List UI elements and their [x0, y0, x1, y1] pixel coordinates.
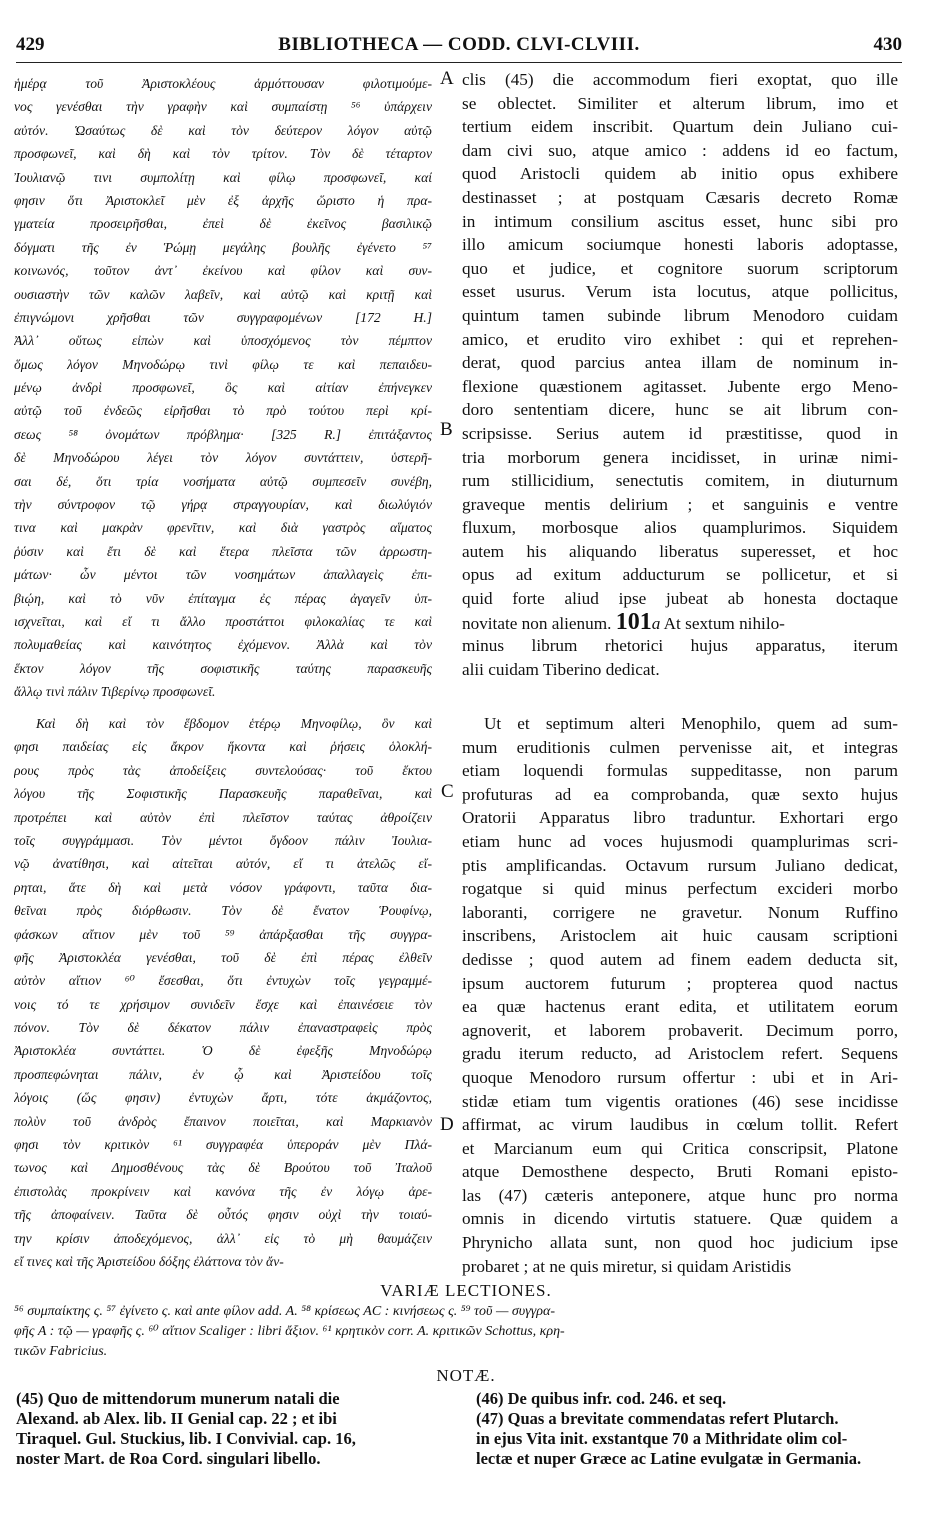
- text-line: λόγοις (ὥς φησιν) ἐντυχὼν ἄρτι, τότε ἀκμάζοντος,: [14, 1090, 432, 1106]
- text-line: Ἀριστοκλέα συντάττει. Ὁ δὲ ἐφεξῆς Μηνοδώρῳ: [14, 1043, 432, 1059]
- text-line: φησιν ὅτι Ἀριστοκλεῖ μὲν ἐξ ἀρχῆς ὥριστο ἡ πρα-: [14, 192, 432, 208]
- greek-column-block1: [14, 72, 432, 704]
- text-line: θεῖναι πρὸς διόρθωσιν. Τὸν δὲ ἔνατον Ῥουφίνῳ,: [14, 903, 432, 919]
- text-line: destinasset ; at postquam Cæsaris decreto Romæ: [462, 187, 898, 207]
- note-line: noster Mart. de Roa Cord. singulari libello.: [16, 1449, 321, 1468]
- variae-line: φῆς A : τῷ — γραφῆς ς. ⁶⁰ αἴτιον Scaliger : libri ἄξιον. ⁶¹ κρητικὸν corr. A. κριτικῶν Schottus, κρη-: [14, 1324, 565, 1339]
- text-line: mum eruditionis culmen pervenisse ait, et integras: [462, 737, 898, 757]
- note-line: Tiraquel. Gul. Stuckius, lib. I Convivial. cap. 16,: [16, 1429, 356, 1448]
- text-line: stidæ etiam tum vigentis orationes (46) sese incidisse: [462, 1091, 898, 1111]
- text-line: clis (45) die accommodum fieri exoptat, quo ille: [462, 70, 898, 89]
- text-line: φάσκων αἴτιον μὲν τοῦ ⁵⁹ ἀπάρξασθαι τῆς συγγρα-: [14, 926, 432, 942]
- text-line: ἐπιστολὰς προκρίνειν καὶ κανόνα τῆς ἐν λόγῳ ἀρε-: [14, 1183, 432, 1199]
- text-line: εἴ τινες καὶ τῆς Ἀριστείδου δόξης ἐλάττονα τὸν ἄν-: [14, 1253, 284, 1269]
- text-line: inscribens, Aristoclem ait huic causam scriptioni: [462, 926, 898, 946]
- text-line: σεως ⁵⁸ ὀνομάτων πρόβλημα· [325 R.] ἐπιτάξαντος: [14, 426, 432, 442]
- text-line: flexione quæstionem agitasset. Jubente ergo Meno-: [462, 376, 898, 396]
- text-line: μένῳ ἀνδρὶ προσφωνεῖ, ὃς καὶ αἰτίαν ἐπήνεγκεν: [14, 380, 432, 396]
- folio-letter: a: [651, 613, 661, 633]
- text-line: τοῖς συγγράμμασι. Τὸν μέντοι ὄγδοον πάλιν Ἰουλια-: [14, 832, 432, 848]
- text-line: δόγματι τῆς ἐν Ῥώμῃ μεγάλης βουλῆς ἐγένετο ⁵⁷: [14, 239, 432, 255]
- latin-column-block2: [462, 712, 898, 1278]
- text-line: ἐπιγνώμονι χρῆσθαι τῶν συγγραφομένων [172 H.]: [14, 309, 432, 325]
- latin-column-block1: [462, 68, 898, 681]
- note-line: Alexand. ab Alex. lib. II Genial cap. 22 ; et ibi: [16, 1409, 337, 1428]
- text-line: ἄλλῳ τινὶ πάλιν Τιβερίνῳ προσφωνεῖ.: [14, 684, 216, 700]
- text-line: laboranti, corrigere ne gravetur. Nonum Ruffino: [462, 902, 898, 922]
- variae-lectiones: [14, 1302, 902, 1362]
- text-line: την κρίσιν ἀποδεχόμενος, ἀλλ᾽ εἰς τὸ μὴ θαυμάζειν: [14, 1230, 432, 1246]
- text-line: rogatque si quid minus perfectum excideri morbo: [462, 879, 898, 899]
- text-line: doro sententiam dicere, hunc se ait librum con-: [462, 400, 898, 420]
- text-line: προτρέπει καὶ αὐτὸν ἐπὶ πλεῖστον ταύτας ἀθροίζειν: [14, 809, 432, 825]
- variae-lectiones-heading: VARIÆ LECTIONES.: [380, 1281, 552, 1300]
- text-line: ἡμέρᾳ τοῦ Ἀριστοκλέους ἁρμόττουσαν φιλοτιμούμε-: [14, 76, 432, 91]
- text-line: φησι παιδείας εἰς ἄκρον ἥκοντα καὶ ῥήσεις ὁλοκλή-: [14, 739, 432, 755]
- note-line: (45) Quo de mittendorum munerum natali die: [16, 1389, 340, 1408]
- text-line: ουσιαστὴν τῶν καλῶν λαβεῖν, καὶ αὐτῷ καὶ κριτῇ καὶ: [14, 286, 432, 302]
- text-line: alii cuidam Tiberino dedicat.: [462, 659, 660, 679]
- margin-letter-c: C: [441, 781, 454, 802]
- text-line: ptis amplificandas. Octavum rursum Juliano dedicat,: [462, 855, 898, 875]
- page-number-right: 430: [873, 34, 902, 55]
- text-line: Phrynicho allata sunt, non quod hoc judicium ipse: [462, 1233, 898, 1253]
- text-line: amico, et erudito viro exhibet : qui et reprehen-: [462, 329, 898, 349]
- text-line: Ut et septimum alteri Menophilo, quem ad sum-: [484, 714, 898, 733]
- text-line: et Marcianum eum qui Critica conscripsit, Platone: [462, 1138, 898, 1158]
- text-line: etiam loquendi formulas suppeditasse, non parum: [462, 761, 898, 781]
- text-line: affirmat, ac virum laudibus in cœlum tollit. Refert: [462, 1115, 898, 1135]
- text-line: novitate non alienum. 101a At sextum nihilo-: [462, 610, 785, 635]
- text-line: dedisse ; quod autem ad finem eadem deducta sit,: [462, 949, 898, 969]
- text-line: Καὶ δὴ καὶ τὸν ἕβδομον ἑτέρῳ Μηνοφίλῳ, ὃν καὶ: [36, 716, 432, 731]
- text-line: graveque mentis delirium ; et sanguinis e ventre: [462, 494, 898, 514]
- note-line: lectæ et nuper Græce ac Latine evulgatæ in Germania.: [476, 1449, 862, 1468]
- text-line: agnoverit, et laborem probaverit. Decimum porro,: [462, 1020, 898, 1040]
- text-line: esset usurus. Verum ista locutus, atque pollicitus,: [462, 282, 898, 302]
- text-line: quo et judice, et cognitore suorum scriptorum: [462, 258, 898, 278]
- variae-line: τικῶν Fabricius.: [14, 1344, 108, 1359]
- note-line: (47) Quas a brevitate commendatas refert Plutarch.: [476, 1409, 839, 1428]
- text-line: προσπεφώνηται πάλιν, ἐν ᾧ καὶ Ἀριστείδου τοῖς: [14, 1066, 432, 1082]
- margin-letter-b: B: [440, 419, 453, 440]
- text-line: νος γενέσθαι τὴν γραφὴν καὶ συμπαίστῃ ⁵⁶ ὑπάρχειν: [14, 99, 432, 115]
- text-line: las (47) cæteris anteponere, atque hunc pro norma: [462, 1185, 898, 1205]
- text-line: ρους πρὸς τὰς ἀποδείξεις συντελούσας· τοῦ ἕκτου: [14, 762, 432, 778]
- text-line: γματεία προσειρῆσθαι, ἐπεὶ δὲ ἐκεῖνος βασιλικῷ: [14, 216, 432, 232]
- note-line: in ejus Vita init. exstantque 70 a Mithridate olim col-: [476, 1429, 848, 1448]
- text-line: δὲ Μηνοδώρου λέγει τὸν λόγον συντάττειν, ὑστερῆ-: [14, 450, 432, 466]
- text-line: tria morborum genera incidisset, in urinæ nimi-: [462, 447, 898, 467]
- text-line: ῥύσιν καὶ ἔτι δὲ καὶ ἕτερα πλεῖστα τῶν ἀρρωστη-: [14, 543, 432, 559]
- notae-left: [16, 1389, 446, 1469]
- text-line: μάτων· ὧν μέντοι τῶν νοσημάτων ἀπαλλαγεὶς ἐπι-: [14, 567, 432, 583]
- text-line: quod Aristocli quidem ab initio opus exhibere: [462, 164, 898, 184]
- text-line: πολὺν τοῦ ἀνδρὸς ἔπαινον ποιεῖται, καὶ Μαρκιανὸν: [14, 1113, 432, 1129]
- text-line: πολυμαθείας καὶ καινότητος ἐχόμενον. Ἀλλὰ καὶ τὸν: [14, 637, 432, 653]
- text-line: omnis in dicendo virtutis statuere. Quæ quidem a: [462, 1209, 898, 1229]
- text-line: quid forte aliud ipse jubeat ab honesta doctaque: [462, 589, 898, 609]
- page-header: [16, 34, 902, 60]
- text-line: fluxum, morbosque alios quamplurimos. Siquidem: [462, 518, 898, 538]
- margin-letter-d: D: [440, 1114, 454, 1135]
- text-line: Ἀλλ᾽ οὕτως εἰπὼν καὶ ὑποσχόμενος τὸν πέμπτον: [14, 333, 432, 349]
- text-line: ὅμως λόγον Μηνοδώρῳ τινὶ φίλῳ τε καὶ πεπαιδευ-: [14, 356, 432, 372]
- text-line: λόγου τῆς Σοφιστικῆς Παρασκευῆς παραθεῖναι, καὶ: [14, 786, 432, 802]
- text-line: autem his aliquando liberatus superesset, et hoc: [462, 541, 898, 561]
- text-line: Oratorii Apparatus libro traduntur. Exhortari ergo: [462, 808, 898, 828]
- text-line: αὐτόν. Ὡσαύτως δὲ καὶ τὸν δεύτερον λόγον αὐτῷ: [14, 122, 432, 138]
- text-line: ισχνεῖται, καὶ εἴ τι ἄλλο προστάττοι φιλοκαλίας τε καὶ: [14, 613, 432, 629]
- folio-number: 101: [615, 610, 652, 635]
- text-line: etiam hunc ad voces hujusmodi quamplurimas scri-: [462, 831, 898, 851]
- running-title: BIBLIOTHECA — CODD. CLVI-CLVIII.: [278, 34, 640, 55]
- text-line: rum stillicidium, senectutis comitem, in diuturnum: [462, 471, 898, 491]
- text-line: se oblectet. Similiter et alterum librum, imo et: [462, 93, 898, 113]
- text-line: πόνον. Τὸν δὲ δέκατον πάλιν ἐπαναστραφεὶς πρὸς: [14, 1020, 432, 1036]
- text-line: quoque Menodoro rursum offertur : ubi et in Ari-: [462, 1067, 898, 1087]
- folio-following-text: At sextum nihilo-: [660, 613, 785, 633]
- text-line: φῆς Ἀριστοκλέα γενέσθαι, τοῦ δὲ ἐπὶ πέρας ἐλθεῖν: [14, 949, 432, 965]
- text-line: derat, quod parcius antea illam de nominum in-: [462, 353, 898, 373]
- text-line: ἕκτον λόγον τῆς σοφιστικῆς ταύτης παρασκευῆς: [14, 660, 432, 676]
- text-line: tertium eidem inscribit. Quartum dein Juliano cui-: [462, 117, 898, 137]
- text-line: αὐτὸν αἴτιον ⁶⁰ ἔσεσθαι, ὅτι ἐντυχὼν τοῖς γεγραμμέ-: [14, 973, 432, 989]
- variae-line: ⁵⁶ συμπαίκτης ς. ⁵⁷ ἐγίνετο ς. καὶ ante φίλον add. A. ⁵⁸ κρίσεως AC : κινήσεως ς. ⁵⁹ τοῦ — συγγρα-: [14, 1304, 555, 1319]
- text-line: opus ad exitum adducturum se pollicetur, et si: [462, 565, 898, 585]
- notae-right: [476, 1389, 906, 1469]
- text-line: minus librum rhetorici hujus apparatus, iterum: [462, 636, 898, 656]
- text-line: atque Demosthene despecto, Bruti Romani episto-: [462, 1162, 898, 1182]
- text-line: κοινωνός, τοῦτον ἀντ᾽ ἐκείνου καὶ φίλον καὶ συν-: [14, 263, 432, 279]
- notae-heading: NOTÆ.: [436, 1366, 496, 1385]
- header-rule: [16, 62, 902, 63]
- text-line: scripsisse. Serius autem id præstitisse, quod in: [462, 423, 898, 443]
- text-line: σαι δέ, ὅτι τρία νοσήματα αὐτῷ συμπεσεῖν συνέβη,: [14, 473, 432, 489]
- text-line: ipsum auctorem futurum ; propterea quod nactus: [462, 973, 898, 993]
- text-line: αὐτῷ τοῦ ἐνδεῶς εἰρῆσθαι τὸ πρὸ τούτου περὶ κρί-: [14, 403, 432, 419]
- text-line: gradu iterum reducto, ad Aristoclem refert. Sequens: [462, 1044, 898, 1064]
- text-line: προσφωνεῖ, καὶ δὴ καὶ τὸν τρίτον. Τὸν δὲ τέταρτον: [14, 146, 432, 162]
- text-line: φησι τὸν κριτικὸν ⁶¹ συγγραφέα ὑπεροράν μὲν Πλά-: [14, 1137, 432, 1153]
- margin-letter-a: A: [440, 68, 454, 89]
- text-line: νοις τό τε χρήσιμον συνιδεῖν ἔσχε καὶ ἐπαινέσειε τὸν: [14, 996, 432, 1012]
- text-line: βιῴη, καὶ τὸ νῦν ἐπίταγμα ἐς πέρας ἀγαγεῖν ὑπ-: [14, 590, 432, 606]
- text-line: ea quæ hactenus erant edita, et utilitatem eorum: [462, 997, 898, 1017]
- text-line: in intimum consilium ascitus esset, hunc sibi pro: [462, 211, 898, 231]
- text-line: τὴν σύντροφον τῷ γήρᾳ στραγγουρίαν, καὶ διωλύγιόν: [14, 497, 432, 513]
- text-line: νῷ ἀνατίθησι, καὶ αἰτεῖται αὐτόν, εἴ τι ἀτελῶς εἴ-: [14, 856, 432, 872]
- text-line: Ἰουλιανῷ τινι συμπολίτῃ καὶ φίλῳ προσφωνεῖ, καί: [14, 169, 432, 185]
- text-line: illo amicum sociumque honesti laboris adoptasse,: [462, 235, 898, 255]
- text-line: probaret ; at ne quis miretur, si quidam Aristidis: [462, 1256, 792, 1276]
- note-line: (46) De quibus infr. cod. 246. et seq.: [476, 1389, 727, 1408]
- text-line: τωνος καὶ Δημοσθένους τὰς δὲ Βρούτου τοῦ Ἰταλοῦ: [14, 1160, 432, 1176]
- page-number-left: 429: [16, 34, 45, 55]
- greek-column-block2: [14, 712, 432, 1273]
- text-line: profuturas ad ea comprobanda, quæ sexto hujus: [462, 784, 898, 804]
- text-line: τῆς ἀποφαίνειν. Ταῦτα δὲ οὗτός φησιν οὐχὶ τὴν τοιαύ-: [14, 1207, 432, 1223]
- text-line: ρηται, ἅτε δὴ καὶ μετὰ νόσον γράφοντι, ταῦτα δια-: [14, 879, 432, 895]
- text-line: τινα καὶ μακρὰν φρενῖτιν, καὶ διὰ γαστρὸς αἵματος: [14, 520, 432, 536]
- text-line: dam civi suo, atque amico : addens id eo factum,: [462, 140, 898, 160]
- text-line: quintum tamen subinde librum Menodoro cuidam: [462, 305, 898, 325]
